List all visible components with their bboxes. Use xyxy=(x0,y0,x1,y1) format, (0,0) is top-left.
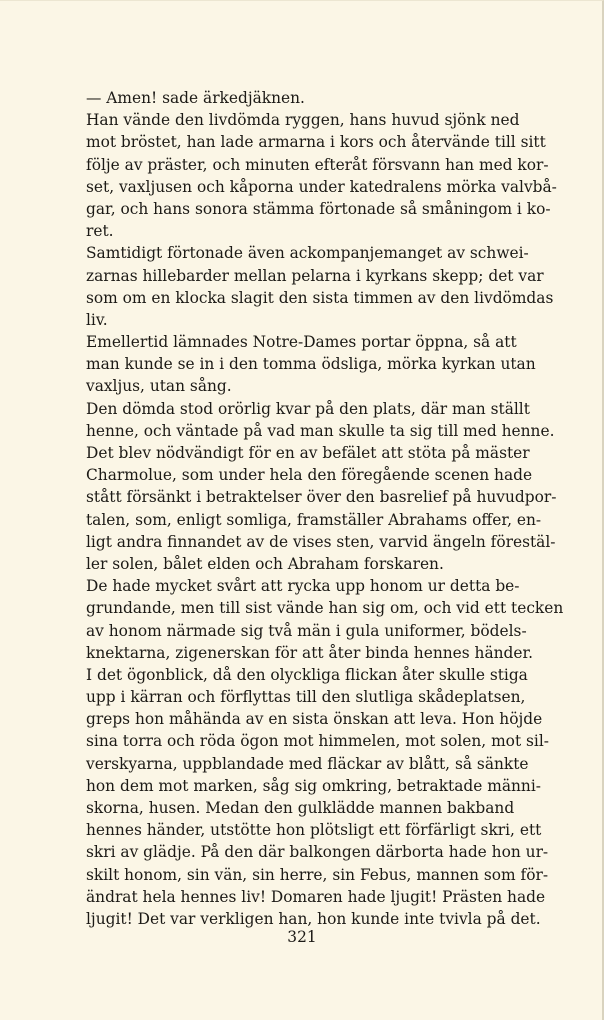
text-line: man kunde se in i den tomma ödsliga, mörka kyrkan utan xyxy=(86,355,536,374)
text-line: Den dömda stod orörlig kvar på den plats, där man ställt xyxy=(86,399,530,418)
text-line: gar, och hans sonora stämma förtonade så småningom i ko- xyxy=(86,199,551,218)
text-line: De hade mycket svårt att rycka upp honom ur detta be- xyxy=(86,577,520,596)
text-line: — Amen! sade ärkedjäknen. xyxy=(86,89,305,107)
text-line: följe av präster, och minuten efteråt försvann han med kor- xyxy=(86,155,549,174)
page-number: 321 xyxy=(287,928,317,946)
paragraph xyxy=(86,242,554,331)
text-line: mot bröstet, han lade armarna i kors och återvände till sitt xyxy=(86,133,546,152)
paragraph xyxy=(86,109,557,242)
text-line: hennes händer, utstötte hon plötsligt ett förfärligt skri, ett xyxy=(86,821,542,840)
text-line: ler solen, bålet elden och Abraham forskaren. xyxy=(86,554,444,573)
text-line: Det blev nödvändigt för en av befälet att stöta på mäster xyxy=(86,444,530,462)
text-line: verskyarna, uppblandade med fläckar av blått, så sänkte xyxy=(86,754,529,773)
text-line: sina torra och röda ögon mot himmelen, mot solen, mot sil- xyxy=(86,732,549,751)
text-line: liv. xyxy=(86,310,108,329)
text-line: som om en klocka slagit den sista timmen av den livdömdas xyxy=(86,288,554,307)
body-text xyxy=(86,87,564,930)
text-line: zarnas hillebarder mellan pelarna i kyrkans skepp; det var xyxy=(86,266,544,285)
text-line: grundande, men till sist vände han sig om, och vid ett tecken xyxy=(86,599,564,618)
text-line: talen, som, enligt somliga, framställer Abrahams offer, en- xyxy=(86,510,542,529)
paragraph xyxy=(86,87,510,109)
text-line: I det ögonblick, då den olyckliga flickan åter skulle stiga xyxy=(86,665,528,684)
text-line: set, vaxljusen och kåporna under katedralens mörka valvbå- xyxy=(86,177,557,196)
text-line: upp i kärran och förflyttas till den slutliga skådeplatsen, xyxy=(86,688,526,707)
text-line: Han vände den livdömda ryggen, hans huvud sjönk ned xyxy=(86,111,520,130)
text-line: hon dem mot marken, såg sig omkring, betraktade männi- xyxy=(86,776,541,795)
text-line: ligt andra finnandet av de vises sten, varvid ängeln förestäl- xyxy=(86,532,556,551)
text-line: henne, och väntade på vad man skulle ta sig till med henne. xyxy=(86,421,555,440)
paragraph xyxy=(86,575,564,664)
text-line: ret. xyxy=(86,222,114,241)
text-line: av honom närmade sig två män i gula uniformer, bödels- xyxy=(86,621,527,640)
text-line: skorna, husen. Medan den gulklädde mannen bakband xyxy=(86,799,515,817)
text-line: ändrat hela hennes liv! Domaren hade ljugit! Prästen hade xyxy=(86,887,546,906)
paragraph xyxy=(86,398,557,576)
text-line: skri av glädje. På den där balkongen därborta hade hon ur- xyxy=(86,843,549,862)
text-line: vaxljus, utan sång. xyxy=(86,377,232,396)
text-line: Charmolue, som under hela den föregående scenen hade xyxy=(86,466,533,485)
paragraph xyxy=(86,664,549,930)
text-line: skilt honom, sin vän, sin herre, sin Febus, mannen som för- xyxy=(86,865,549,884)
text-line: Emellertid lämnades Notre-Dames portar öppna, så att xyxy=(86,333,517,352)
text-line: stått försänkt i betraktelser över den basrelief på huvudpor- xyxy=(86,488,557,507)
paragraph xyxy=(86,331,536,398)
text-line: Samtidigt förtonade även ackompanjemanget av schwei- xyxy=(86,244,529,263)
text-line: greps hon måhända av en sista önskan att leva. Hon höjde xyxy=(86,710,543,729)
text-line: knektarna, zigenerskan för att åter binda hennes händer. xyxy=(86,643,534,662)
text-line: ljugit! Det var verkligen han, hon kunde inte tvivla på det. xyxy=(86,909,541,928)
